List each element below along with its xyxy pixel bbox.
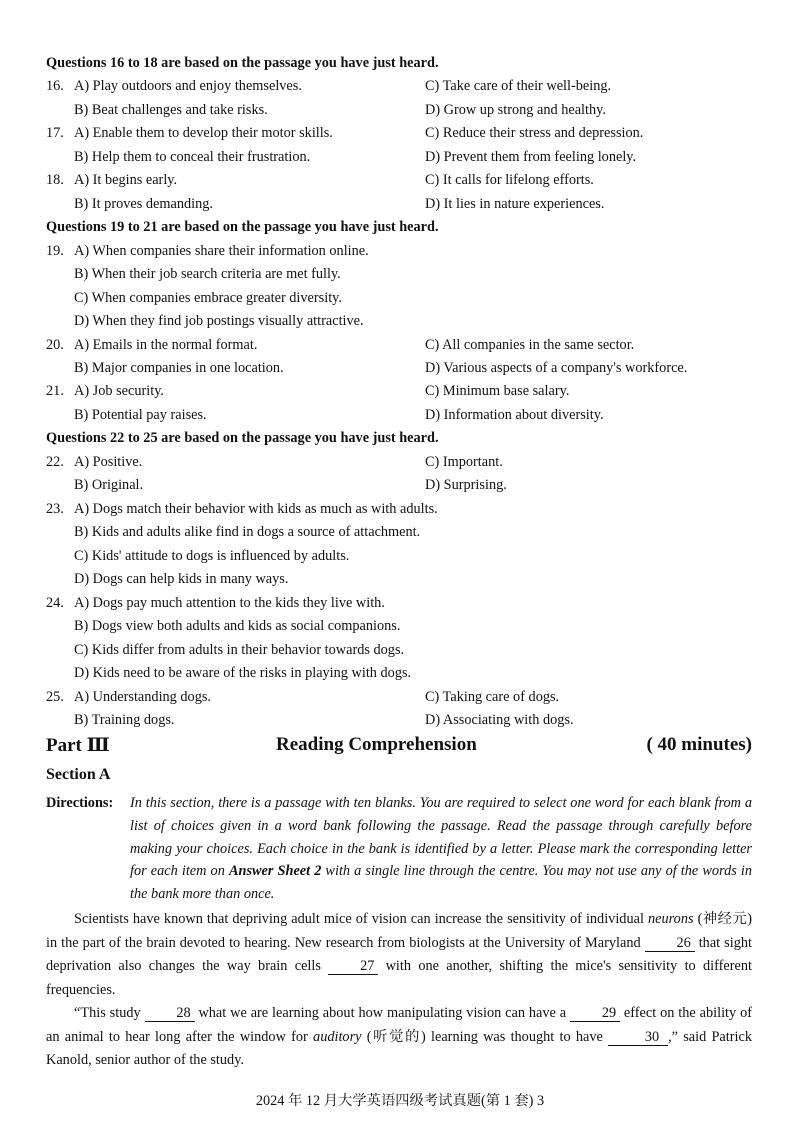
passage-text: ,” said Patrick Kanold, senior author of the study. [46,1028,752,1068]
option-c: C) Taking care of dogs. [425,689,560,705]
question-number: 22. [46,454,64,470]
question-number: 18. [46,172,64,188]
passage-text: “This study [74,1005,145,1021]
blank-28: 28 [145,1005,195,1022]
passage-text: Scientists have known that depriving adult mice of vision can increase the sensitivity of individual [74,911,648,927]
option-b: B) Original. [74,477,144,493]
option-c: C) Minimum base salary. [425,383,570,399]
section-title: Section A [46,766,111,783]
part-header [46,734,752,760]
option-d: D) Surprising. [425,477,507,493]
passage-text: (神经元) in the part of the brain devoted to hearing. New research from biologists at the University of Maryland [46,911,752,951]
option-c: C) Kids differ from adults in their behavior towards dogs. [74,642,405,658]
option-a: A) Dogs match their behavior with kids as much as with adults. [74,501,438,517]
option-a: A) Emails in the normal format. [74,337,258,353]
option-a: A) Enable them to develop their motor skills. [74,125,333,141]
option-a: A) Positive. [74,454,143,470]
option-c: C) Reduce their stress and depression. [425,125,644,141]
passage-text: (听觉的) learning was thought to have [361,1028,609,1045]
part-title: Reading Comprehension [276,734,477,755]
option-b: B) Training dogs. [74,712,175,728]
question-number: 23. [46,501,64,517]
passage-text: what we are learning about how manipulating vision can have a [194,1005,571,1021]
option-d: D) Prevent them from feeling lonely. [425,149,637,165]
question-group-heading: Questions 19 to 21 are based on the passage you have just heard. [46,219,439,235]
page-footer: 2024 年 12 月大学英语四级考试真题(第 1 套) 3 [255,1093,545,1109]
question-number: 20. [46,337,64,353]
option-d: D) Kids need to be aware of the risks in playing with dogs. [74,665,412,681]
option-a: A) It begins early. [74,172,178,188]
glossed-term: auditory [313,1028,362,1045]
question-group-heading: Questions 16 to 18 are based on the passage you have just heard. [46,55,439,71]
part-time: ( 40 minutes) [646,734,752,755]
blank-27: 27 [328,958,378,975]
option-b: B) Beat challenges and take risks. [74,102,268,118]
option-d: D) Dogs can help kids in many ways. [74,571,289,587]
question-number: 19. [46,243,64,259]
question-group-heading: Questions 22 to 25 are based on the passage you have just heard. [46,430,439,446]
option-b: B) It proves demanding. [74,196,213,212]
directions [46,792,752,906]
blank-29: 29 [570,1005,620,1022]
question-number: 25. [46,689,64,705]
passage-text: effect on the ability of an animal to hear long after the window for [46,1005,752,1045]
question-number: 21. [46,383,64,399]
option-b: B) Major companies in one location. [74,360,284,376]
question-number: 24. [46,595,64,611]
option-d: D) When they find job postings visually attractive. [74,313,364,329]
option-b: B) Kids and adults alike find in dogs a source of attachment. [74,524,421,540]
blank-30: 30 [608,1029,668,1046]
option-b: B) Help them to conceal their frustration. [74,149,311,165]
glossed-term: neurons [648,911,694,927]
option-a: A) Play outdoors and enjoy themselves. [74,78,302,94]
option-d: D) Grow up strong and healthy. [425,102,606,118]
option-b: B) Potential pay raises. [74,407,207,423]
option-c: C) When companies embrace greater diversity. [74,290,342,306]
part-label: Part Ⅲ [46,735,110,756]
directions-text [130,792,752,906]
option-c: C) Kids' attitude to dogs is influenced by adults. [74,548,350,564]
option-a: A) Dogs pay much attention to the kids they live with. [74,595,385,611]
option-d: D) It lies in nature experiences. [425,196,605,212]
option-b: B) Dogs view both adults and kids as social companions. [74,618,401,634]
blank-26: 26 [645,935,695,952]
option-c: C) All companies in the same sector. [425,337,635,353]
option-a: A) When companies share their information online. [74,243,369,259]
option-b: B) When their job search criteria are met fully. [74,266,341,282]
option-d: D) Various aspects of a company's workforce. [425,360,688,376]
option-a: A) Job security. [74,383,164,399]
option-a: A) Understanding dogs. [74,689,211,705]
option-c: C) It calls for lifelong efforts. [425,172,594,188]
option-d: D) Associating with dogs. [425,712,574,728]
passage-text: with one another, shifting the mice's sensitivity to different frequencies. [46,958,752,998]
passage-paragraph [46,908,752,1002]
answer-sheet-ref: Answer Sheet 2 [228,863,322,880]
option-c: C) Important. [425,454,503,470]
directions-text-part: with a single line through the centre. You may not use any of the words in the bank more than once. [130,863,752,903]
passage-text: that sight deprivation also changes the way brain cells [46,934,752,974]
option-d: D) Information about diversity. [425,407,604,423]
directions-label: Directions: [46,795,114,811]
option-c: C) Take care of their well-being. [425,78,612,94]
question-number: 17. [46,125,64,141]
passage-paragraph [46,1002,752,1073]
question-number: 16. [46,78,64,94]
directions-text-part: In this section, there is a passage with ten blanks. You are required to select one word for each blank from a list of choices given in a word bank following the passage. Read the passage through carefully before making your choices. Each choice in the bank is identified by a letter. Please mark the corresponding letter for each item on [130,795,752,880]
